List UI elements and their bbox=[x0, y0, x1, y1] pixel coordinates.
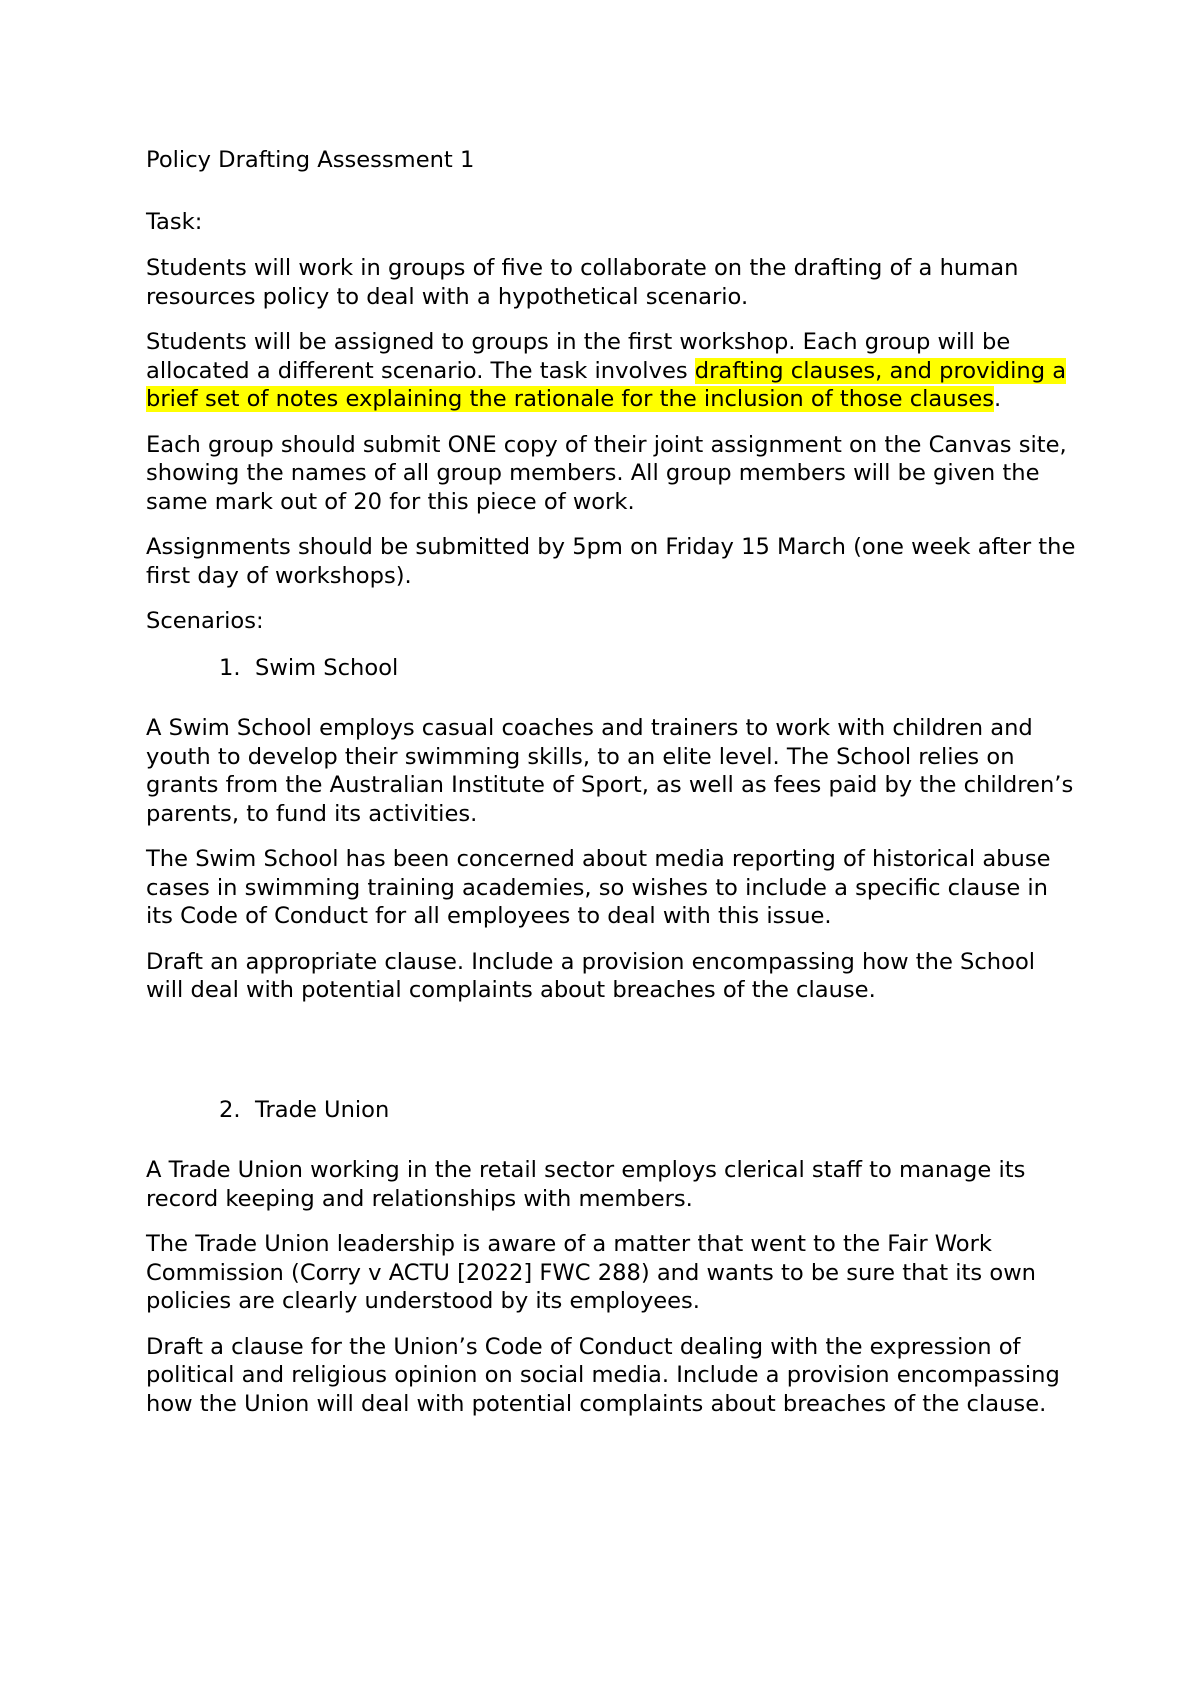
scenario-paragraph: Draft a clause for the Union’s Code of Conduct dealing with the expression of political and religious opinion on social media. Include a provision encompassing how the Union will deal with potential complaints about breaches of the clause. bbox=[146, 1333, 1060, 1417]
task-label: Task: bbox=[146, 208, 203, 235]
scenario-heading bbox=[146, 654, 1076, 683]
scenario-paragraph: The Swim School has been concerned about media reporting of historical abuse cases in swimming training academies, so wishes to include a specific clause in its Code of Conduct for all employees to deal with this issue. bbox=[146, 846, 1051, 929]
scenario-title: Trade Union bbox=[255, 1096, 390, 1123]
scenario-paragraph: The Trade Union leadership is aware of a matter that went to the Fair Work Commission (Corry v ACTU [2022] FWC 288) and wants to be sure that its own policies are clearly understood by its employees. bbox=[146, 1231, 1036, 1314]
task-paragraph-assignment bbox=[146, 328, 1076, 414]
scenario-heading bbox=[146, 1096, 1076, 1125]
scenario-paragraph: A Trade Union working in the retail sector employs clerical staff to manage its record keeping and relationships with members. bbox=[146, 1157, 1026, 1212]
document-title: Policy Drafting Assessment 1 bbox=[146, 147, 475, 173]
scenario-2 bbox=[146, 1096, 1076, 1419]
scenarios-label: Scenarios: bbox=[146, 608, 264, 634]
document-body bbox=[146, 146, 1076, 1435]
scenario-paragraph: A Swim School employs casual coaches and trainers to work with children and youth to develop their swimming skills, to an elite level. The School relies on grants from the Australian Institute of Sport, as well as fees paid by the children’s parents, to fund its activities. bbox=[146, 715, 1074, 827]
scenario-paragraph: Draft an appropriate clause. Include a provision encompassing how the School will deal with potential complaints about breaches of the clause. bbox=[146, 948, 1036, 1003]
assignment-text-end: . bbox=[994, 386, 1002, 412]
task-paragraph-deadline: Assignments should be submitted by 5pm on Friday 15 March (one week after the first day of workshops). bbox=[146, 534, 1076, 589]
highlighted-text: drafting clauses, and providing a brief set of notes explaining the rationale for the inclusion of those clauses bbox=[146, 357, 1067, 412]
section-spacer bbox=[146, 1022, 1076, 1078]
scenario-number: 1. bbox=[219, 654, 241, 681]
assignment-text: Students will be assigned to groups in the first workshop. Each group will be allocated a different scenario. The task involves bbox=[146, 329, 1011, 384]
task-paragraph-groups: Students will work in groups of five to collaborate on the drafting of a human resources policy to deal with a hypothetical scenario. bbox=[146, 255, 1019, 310]
scenario-title: Swim School bbox=[255, 654, 399, 681]
scenario-number: 2. bbox=[219, 1096, 241, 1123]
task-paragraph-submission: Each group should submit ONE copy of their joint assignment on the Canvas site, showing the names of all group members. All group members will be given the same mark out of 20 for this piece of work. bbox=[146, 431, 1067, 515]
scenario-1 bbox=[146, 654, 1076, 1005]
